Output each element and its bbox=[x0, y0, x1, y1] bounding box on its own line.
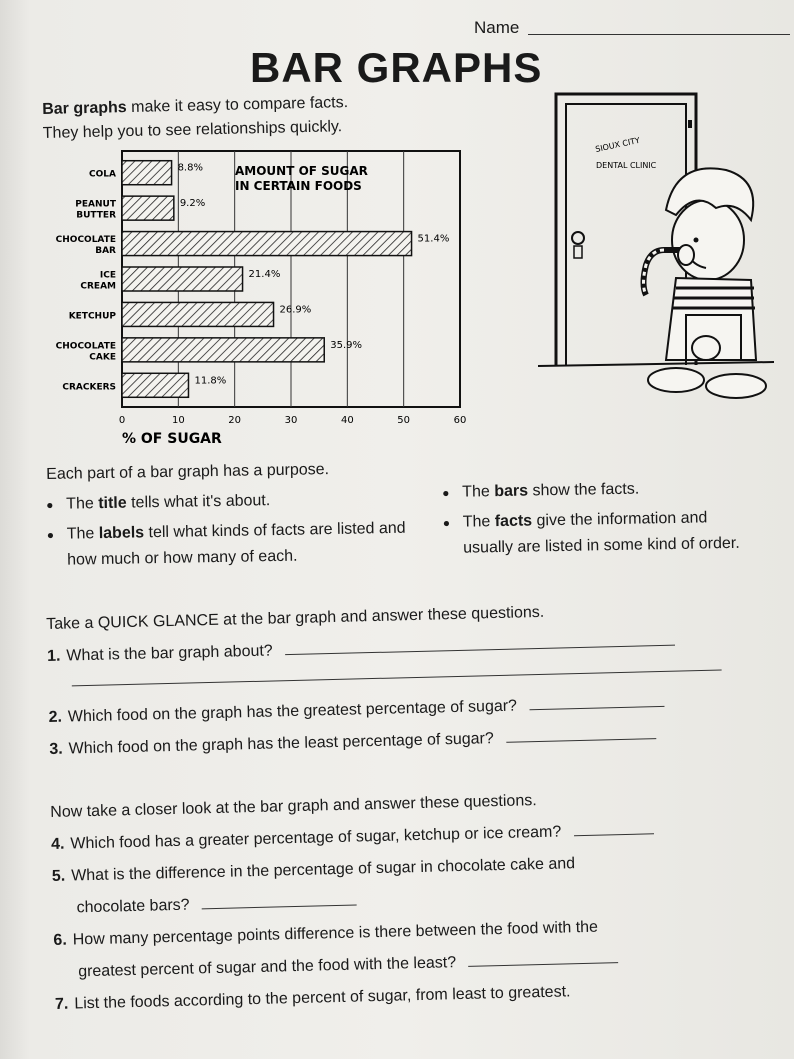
question-1: 1. What is the bar graph about? bbox=[47, 626, 787, 670]
bar-value-label-5: 35.9% bbox=[330, 339, 363, 351]
purpose-bullets-right bbox=[442, 474, 763, 566]
category-label-1-1: BUTTER bbox=[76, 210, 116, 221]
bar-5 bbox=[122, 338, 324, 362]
bullet-labels: ● The labels tell what kinds of facts are listed and how much or how many of each. bbox=[47, 516, 408, 574]
door-lock-icon bbox=[574, 246, 582, 258]
bullet-bars: ● The bars show the facts. bbox=[442, 474, 762, 506]
x-axis-label: % OF SUGAR bbox=[122, 431, 222, 447]
question-4: 4. Which food has a greater percentage of sugar, ketchup or ice cream? bbox=[51, 814, 791, 858]
bar-value-label-1: 9.2% bbox=[179, 198, 206, 210]
bar-2 bbox=[122, 232, 412, 256]
candy-cane-icon bbox=[644, 250, 665, 295]
door-sign-line1: SIOUX CITY bbox=[594, 135, 641, 154]
category-label-4-0: KETCHUP bbox=[68, 311, 116, 322]
category-label-6-0: CRACKERS bbox=[62, 382, 116, 393]
page-title: BAR GRAPHS bbox=[250, 44, 543, 91]
x-tick-label-50: 50 bbox=[397, 415, 411, 426]
question-2: 2. Which food on the graph has the greatest percentage of sugar? bbox=[48, 687, 788, 731]
category-label-2-0: CHOCOLATE bbox=[55, 235, 116, 246]
bullet-title: ● The title tells what it's about. bbox=[46, 485, 426, 518]
illustration-svg bbox=[536, 90, 776, 410]
quick-glance-section bbox=[46, 594, 790, 769]
closer-look-instruction: Now take a closer look at the bar graph and answer these questions. bbox=[50, 792, 537, 821]
boy-eye bbox=[694, 238, 699, 243]
bar-4 bbox=[122, 302, 274, 326]
boy-fist bbox=[692, 336, 720, 360]
category-label-3-0: ICE bbox=[99, 270, 116, 281]
answer-line-6[interactable] bbox=[468, 948, 618, 967]
x-tick-label-60: 60 bbox=[453, 415, 467, 426]
x-tick-label-40: 40 bbox=[340, 415, 354, 426]
sugar-bar-chart bbox=[40, 145, 480, 450]
boy-hand bbox=[678, 245, 694, 265]
question-7: 7. List the foods according to the percent of sugar, from least to greatest. bbox=[54, 983, 571, 1013]
x-tick-label-0: 0 bbox=[118, 415, 126, 426]
answer-line-5[interactable] bbox=[202, 891, 357, 910]
quick-glance-instruction: Take a QUICK GLANCE at the bar graph and answer these questions. bbox=[46, 603, 545, 633]
category-label-1-0: PEANUT bbox=[75, 199, 116, 210]
hinge-top bbox=[688, 120, 692, 128]
question-6-cont: greatest percent of sugar and the food with the least? bbox=[54, 942, 794, 986]
category-label-5-0: CHOCOLATE bbox=[55, 341, 116, 352]
intro-bold-lead: Bar graphs bbox=[42, 99, 127, 118]
answer-line-2[interactable] bbox=[529, 692, 664, 710]
chart-svg bbox=[40, 145, 480, 450]
category-label-2-1: BAR bbox=[95, 246, 116, 257]
x-tick-label-20: 20 bbox=[228, 415, 242, 426]
chart-title-line-1: AMOUNT OF SUGAR bbox=[235, 164, 368, 178]
question-3: 3. Which food on the graph has the least percentage of sugar? bbox=[49, 719, 789, 763]
intro-text bbox=[42, 91, 349, 146]
category-label-3-1: CREAM bbox=[80, 281, 116, 292]
answer-line-4[interactable] bbox=[573, 819, 653, 836]
x-tick-label-10: 10 bbox=[171, 415, 185, 426]
boy-shoe-left bbox=[648, 368, 704, 392]
question-5: 5. What is the difference in the percentage of sugar in chocolate cake and bbox=[51, 855, 576, 885]
closer-look-section bbox=[50, 782, 794, 1024]
door-sign-line2: DENTAL CLINIC bbox=[596, 161, 657, 170]
bar-value-label-0: 8.8% bbox=[177, 162, 203, 174]
bullet-facts: ● The facts give the information and usually are listed in some kind of order. bbox=[443, 505, 744, 562]
bar-3 bbox=[122, 267, 243, 291]
question-6: 6. How many percentage points difference is there between the food with the bbox=[53, 918, 599, 949]
bar-value-label-3: 21.4% bbox=[248, 269, 281, 280]
purpose-bullets-left bbox=[46, 485, 427, 578]
boy-shoe-right bbox=[706, 374, 766, 398]
category-label-5-1: CAKE bbox=[89, 352, 116, 363]
purpose-intro: Each part of a bar graph has a purpose. bbox=[46, 461, 330, 483]
intro-line1: make it easy to compare facts. bbox=[130, 94, 349, 116]
question-5-cont: chocolate bars? bbox=[52, 878, 792, 922]
intro-line2: They help you to see relationships quickly. bbox=[42, 118, 343, 142]
chart-title-line-2: IN CERTAIN FOODS bbox=[235, 179, 362, 193]
bar-1 bbox=[122, 196, 174, 220]
name-answer-line[interactable] bbox=[528, 34, 790, 35]
door-knob-icon bbox=[572, 232, 584, 244]
floor-line bbox=[538, 362, 774, 366]
x-tick-label-30: 30 bbox=[284, 415, 298, 426]
bar-0 bbox=[122, 161, 172, 185]
name-label: Name bbox=[474, 18, 520, 37]
dentist-illustration bbox=[536, 90, 776, 410]
bar-6 bbox=[122, 373, 188, 397]
answer-line-3[interactable] bbox=[506, 724, 656, 743]
bar-value-label-6: 11.8% bbox=[194, 375, 227, 387]
bar-value-label-2: 51.4% bbox=[417, 233, 450, 245]
category-label-0-0: COLA bbox=[89, 169, 116, 180]
bar-value-label-4: 26.9% bbox=[279, 304, 312, 316]
answer-line-1[interactable] bbox=[285, 631, 675, 656]
boy-head bbox=[672, 200, 744, 280]
